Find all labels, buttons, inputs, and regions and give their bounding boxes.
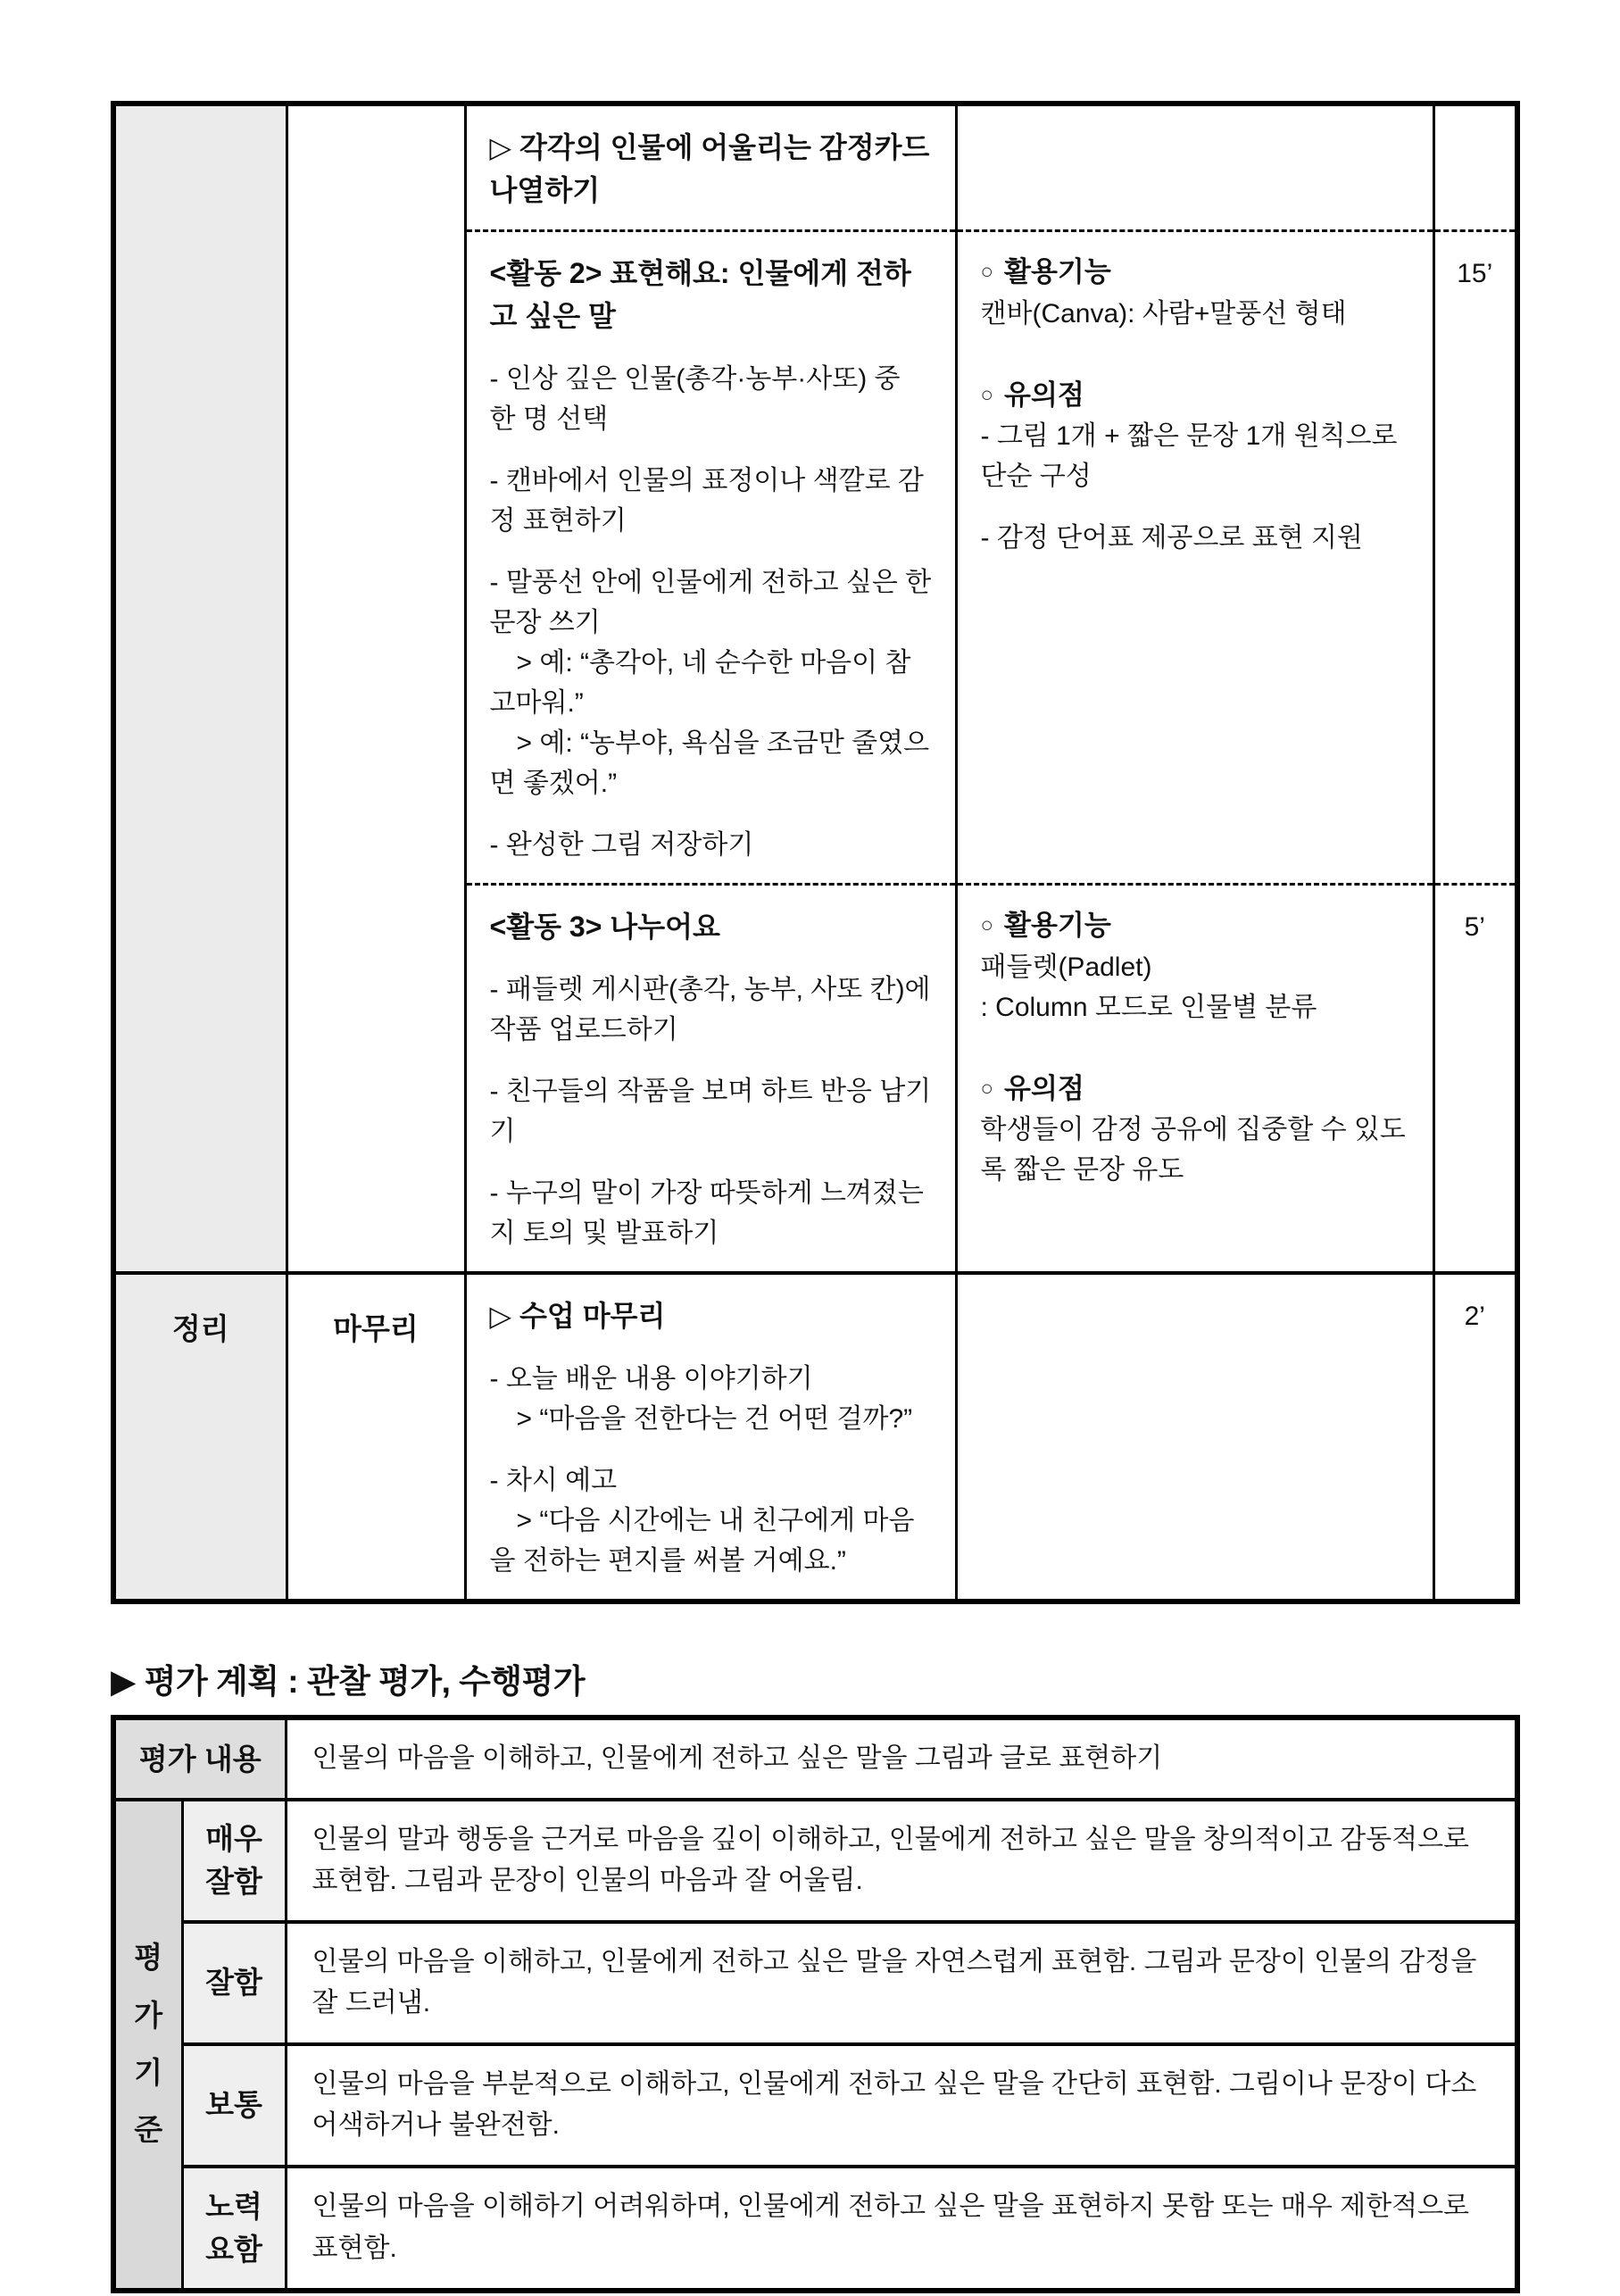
lesson-flow-table: [111, 101, 1520, 1604]
grade-desc-needs-effort: 인물의 마음을 이해하기 어려워하며, 인물에게 전하고 싶은 말을 표현하지 못함 또는 매우 제한적으로 표현함.: [286, 2167, 1517, 2291]
notes-caution-item: - 감정 단어표 제공으로 표현 지원: [980, 523, 1363, 553]
wrapup-step: - 차시 예고: [489, 1466, 618, 1495]
cell-wrapup-content: [465, 1273, 956, 1601]
activity2-step: - 말풍선 안에 인물에게 전하고 싶은 한 문장 쓰기: [489, 568, 932, 637]
document-sheet: [111, 101, 1515, 2293]
table-row: [113, 2167, 1517, 2291]
evaluation-table: [111, 1715, 1520, 2293]
circle-bullet-icon: ○: [980, 382, 993, 407]
grade-desc-average: 인물의 마음을 부분적으로 이해하고, 인물에게 전하고 싶은 말을 간단히 표현함. 그림이나 문장이 다소 어색하거나 불완전함.: [286, 2044, 1517, 2167]
wrapup-example: > “마음을 전한다는 건 어떤 걸까?”: [516, 1404, 913, 1434]
activity1-title: ▷ 각각의 인물에 어울리는 감정카드 나열하기: [489, 131, 930, 206]
substage-cell-wrapup: 마무리: [287, 1273, 465, 1601]
notes-tool-desc: : Column 모드로 인물별 분류: [980, 992, 1317, 1022]
cell-activity3-time: 5’: [1433, 885, 1517, 1274]
cell-activity3-notes: [956, 885, 1433, 1274]
activity3-step: - 누구의 말이 가장 따뜻하게 느껴졌는지 토의 및 발표하기: [489, 1178, 924, 1248]
grade-label-average: 보통: [182, 2044, 286, 2167]
activity2-step: - 완성한 그림 저장하기: [489, 830, 754, 860]
substage-cell-empty: [287, 104, 465, 1273]
activity3-step: - 패들렛 게시판(총각, 농부, 사또 칸)에 작품 업로드하기: [489, 975, 931, 1044]
notes-caution-header: ○ 유의점: [980, 379, 1084, 411]
notes-caution-item: - 그림 1개 + 짧은 문장 1개 원칙으로 단순 구성: [980, 421, 1398, 491]
activity3-step: - 친구들의 작품을 보며 하트 반응 남기기: [489, 1077, 932, 1146]
cell-wrapup-time: 2’: [1433, 1273, 1517, 1601]
table-row: [113, 2044, 1517, 2167]
table-row: [113, 1273, 1517, 1601]
cell-wrapup-notes: [956, 1273, 1433, 1601]
grade-label-good: 잘함: [182, 1922, 286, 2044]
notes-caution-desc: 학생들이 감정 공유에 집중할 수 있도록 짧은 문장 유도: [980, 1115, 1406, 1185]
table-row: [113, 1800, 1517, 1922]
cell-activity1-notes: [956, 104, 1433, 231]
cell-activity2-time: 15’: [1433, 231, 1517, 885]
circle-bullet-icon: ○: [980, 260, 993, 284]
activity2-example: > 예: “농부야, 욕심을 조금만 줄였으면 좋겠어.”: [489, 728, 930, 798]
activity3-title: <활동 3> 나누어요: [489, 911, 720, 943]
notes-tool-desc: 패들렛(Padlet): [980, 952, 1152, 982]
table-row: [113, 1922, 1517, 2044]
grade-desc-excellent: 인물의 말과 행동을 근거로 마음을 깊이 이해하고, 인물에게 전하고 싶은 말을 창의적이고 감동적으로 표현함. 그림과 문장이 인물의 마음과 잘 어울림.: [286, 1800, 1517, 1922]
evaluation-criteria-label: 평가기준: [113, 1800, 182, 2291]
evaluation-content-label: 평가 내용: [113, 1718, 286, 1800]
table-row: [113, 104, 1517, 231]
cell-activity1-time: [1433, 104, 1517, 231]
stage-cell-empty: [113, 104, 287, 1273]
activity2-step: - 캔바에서 인물의 표정이나 색깔로 감정 표현하기: [489, 466, 924, 536]
stage-cell-wrapup: 정리: [113, 1273, 287, 1601]
activity2-title: <활동 2> 표현해요: 인물에게 전하고 싶은 말: [489, 257, 911, 332]
table-row: [113, 1718, 1517, 1800]
cell-activity3-content: [465, 885, 956, 1274]
evaluation-content-text: 인물의 마음을 이해하고, 인물에게 전하고 싶은 말을 그림과 글로 표현하기: [286, 1718, 1517, 1800]
notes-caution-header: ○ 유의점: [980, 1072, 1084, 1104]
wrapup-example: > “다음 시간에는 내 친구에게 마음을 전하는 편지를 써볼 거예요.”: [489, 1506, 915, 1576]
circle-bullet-icon: ○: [980, 1076, 993, 1101]
activity2-step: - 인상 깊은 인물(총각·농부·사또) 중 한 명 선택: [489, 364, 901, 434]
evaluation-plan-heading: ▶ 평가 계획 : 관찰 평가, 수행평가: [111, 1663, 586, 1700]
cell-activity2-content: [465, 231, 956, 885]
notes-tool-header: ○ 활용기능: [980, 256, 1111, 287]
notes-tool-desc: 캔바(Canva): 사람+말풍선 형태: [980, 298, 1347, 329]
grade-label-needs-effort: 노력 요함: [182, 2167, 286, 2291]
circle-bullet-icon: ○: [980, 913, 993, 937]
cell-activity2-notes: [956, 231, 1433, 885]
wrapup-title: ▷ 수업 마무리: [489, 1300, 666, 1332]
grade-desc-good: 인물의 마음을 이해하고, 인물에게 전하고 싶은 말을 자연스럽게 표현함. 그림과 문장이 인물의 감정을 잘 드러냄.: [286, 1922, 1517, 2044]
wrapup-step: - 오늘 배운 내용 이야기하기: [489, 1364, 813, 1393]
activity2-example: > 예: “총각아, 네 순수한 마음이 참 고마워.”: [489, 648, 911, 718]
notes-tool-header: ○ 활용기능: [980, 910, 1111, 941]
cell-activity1-content: [465, 104, 956, 231]
grade-label-excellent: 매우 잘함: [182, 1800, 286, 1922]
